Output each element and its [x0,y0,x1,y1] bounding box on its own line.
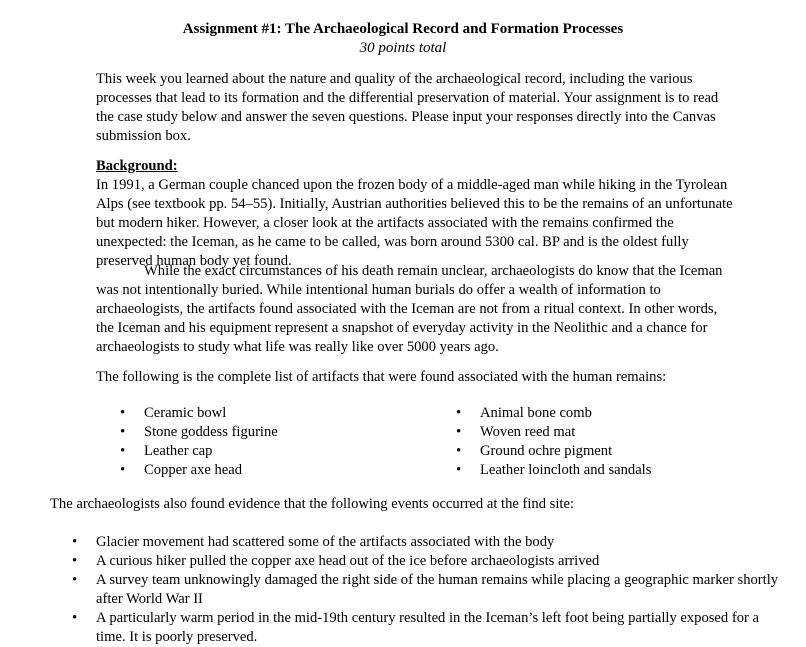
list-item: • Ceramic bowl [120,404,278,423]
assignment-title: Assignment #1: The Archaeological Record and Formation Processes [182,21,624,37]
background-paragraph-2: While the exact circumstances of his death remain unclear, archaeologists do know that the Iceman was not intentionally buried. While intentional human burials do offer a wealth of information to archaeologists, the artifacts found associated with the Iceman are not from a ritual context. In other words, the Iceman and his equipment represent a snapshot of everyday activity in the Neolithic and a chance for archaeologists to study what life was really like over 5000 years ago. [96,263,723,355]
list-item: • A particularly warm period in the mid-19th century resulted in the Iceman’s left foot being partially exposed for a time. It is poorly preserved. [72,609,782,647]
list-item: • Ground ochre pigment [456,442,651,461]
list-item: • A curious hiker pulled the copper axe head out of the ice before archaeologists arrived [72,552,782,571]
list-item: • A survey team unknowingly damaged the right side of the human remains while placing a geographic marker shortly after World War II [72,571,782,609]
intro-paragraph: This week you learned about the nature and quality of the archaeological record, including the various processes that lead to its formation and the differential preservation of material. Your assignment is to read the case study below and answer the seven questions. Please input your responses directly into the Canvas submission box. [96,71,719,144]
background-paragraph-1: In 1991, a German couple chanced upon the frozen body of a middle-aged man while hiking in the Tyrolean Alps (see textbook pp. 54–55). Initially, Austrian authorities believed this to be the remains of an unfortunate but modern hiker. However, a closer look at the artifacts associated with the remains confirmed the unexpected: the Iceman, as he came to be called, was born around 5300 cal. BP and is the oldest fully preserved human body yet found. [96,177,733,269]
background-heading: Background: [96,158,178,174]
points-subtitle: 30 points total [359,40,447,56]
list-item: • Woven reed mat [456,423,651,442]
artifact-list-right [456,404,651,480]
events-list [72,533,782,647]
list-item: • Leather loincloth and sandals [456,461,651,480]
list-item: • Animal bone comb [456,404,651,423]
list-item: • Stone goddess figurine [120,423,278,442]
artifact-list-left [120,404,278,480]
list-item: • Glacier movement had scattered some of the artifacts associated with the body [72,533,782,552]
list-item: • Copper axe head [120,461,278,480]
events-intro: The archaeologists also found evidence that the following events occurred at the find site: [50,496,574,512]
artifact-list-intro: The following is the complete list of artifacts that were found associated with the human remains: [96,369,667,385]
list-item: • Leather cap [120,442,278,461]
